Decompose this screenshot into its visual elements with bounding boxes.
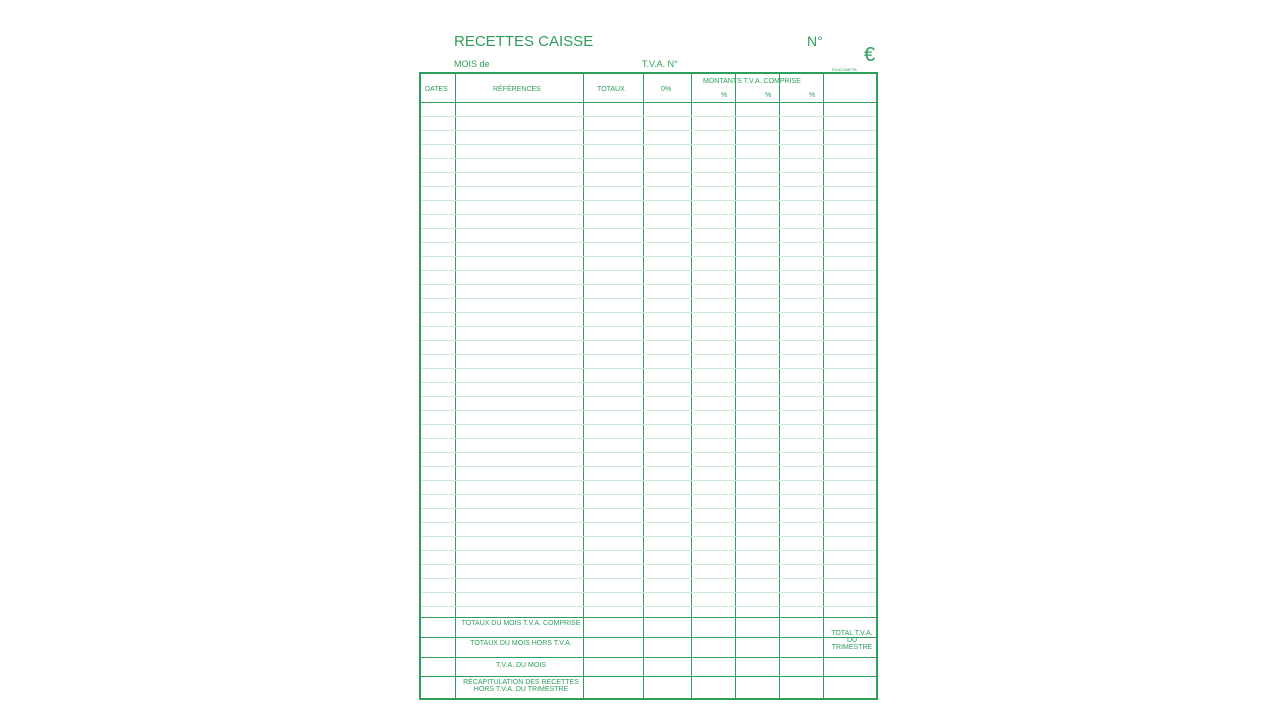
header-refs: RÉFÉRENCES — [493, 86, 541, 93]
header-montants: MONTANTS T.V.A. COMPRISE — [703, 78, 801, 85]
footer-label: T.V.A. DU MOIS — [496, 662, 546, 669]
header-totaux: TOTAUX — [597, 86, 625, 93]
mois-label: MOIS de — [454, 59, 490, 69]
header-dates: DATES — [425, 86, 448, 93]
footer-label: TOTAUX DU MOIS HORS T.V.A. — [470, 640, 572, 647]
header-pct: % — [809, 92, 816, 99]
euro-icon: € — [864, 44, 876, 66]
numero-label: N° — [807, 33, 823, 49]
footer-row — [421, 676, 876, 701]
footer-row — [421, 617, 876, 638]
entry-grid — [421, 102, 876, 616]
total-trimestre-label: TOTAL T.V.A. DU TRIMESTRE — [831, 630, 873, 651]
brand-mark: EXACOMPTA — [832, 67, 857, 72]
footer-label: RÉCAPITULATION DES RECETTES HORS T.V.A. DU TRIMESTRE — [463, 679, 579, 693]
footer-row — [421, 657, 876, 677]
footer-row — [421, 637, 876, 658]
ledger-sheet — [419, 72, 878, 700]
header-pct: % — [765, 92, 772, 99]
form-title: RECETTES CAISSE — [454, 33, 594, 50]
footer-label: TOTAUX DU MOIS T.V.A. COMPRISE — [461, 620, 581, 627]
header-pct: % — [721, 92, 728, 99]
header-zero: 0% — [661, 86, 672, 93]
tva-label: T.V.A. N° — [642, 59, 678, 69]
